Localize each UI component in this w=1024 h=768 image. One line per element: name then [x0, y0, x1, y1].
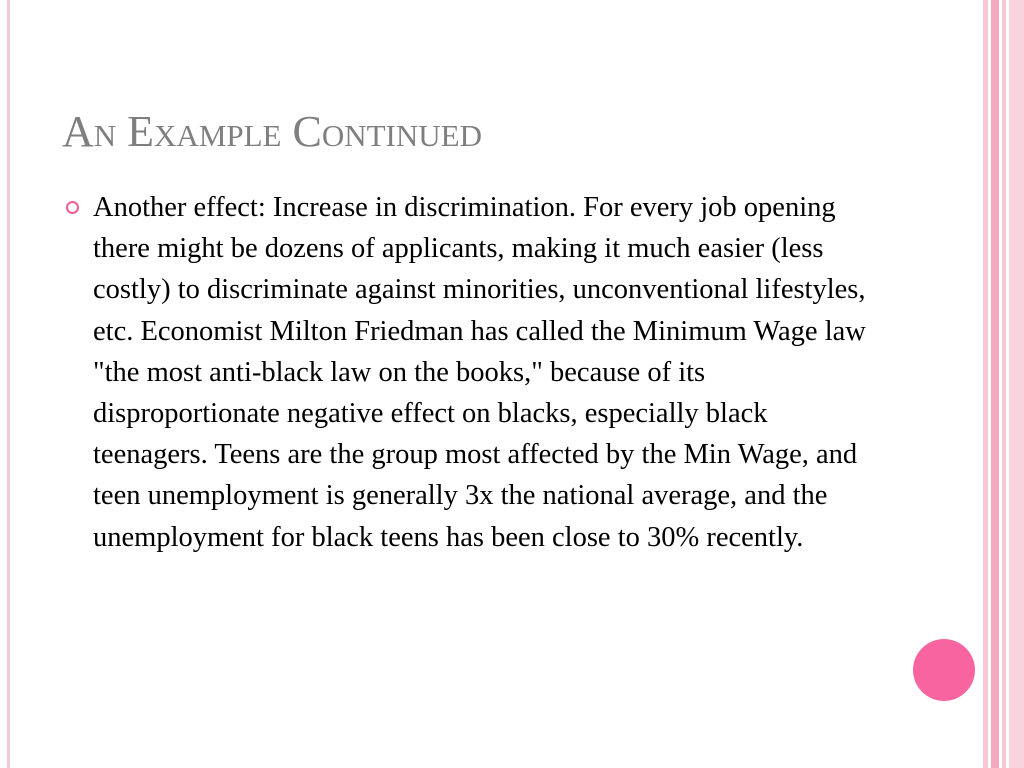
right-stripe: [1009, 0, 1024, 768]
pink-circle-icon: [913, 639, 975, 701]
right-stripe: [991, 0, 999, 768]
hollow-circle-bullet-icon: [66, 201, 79, 214]
bullet-text: Another effect: Increase in discrimination. For every job opening there might be dozens of applicants, making it much easier (less costly) to discriminate against minorities, unconventional lifestyles, etc. Economist Milton Friedman has called the Minimum Wage law "the most anti-black law on the books," because of its disproportionate negative effect on blacks, especially black teenagers. Teens are the group most affected by the Min Wage, and teen unemployment is generally 3x the national average, and the unemployment for black teens has been close to 30% recently.: [93, 192, 866, 553]
right-stripe: [983, 0, 988, 768]
slide-title: An Example Continued: [62, 107, 482, 156]
left-border-line: [7, 0, 10, 768]
right-stripe: [1002, 0, 1006, 768]
